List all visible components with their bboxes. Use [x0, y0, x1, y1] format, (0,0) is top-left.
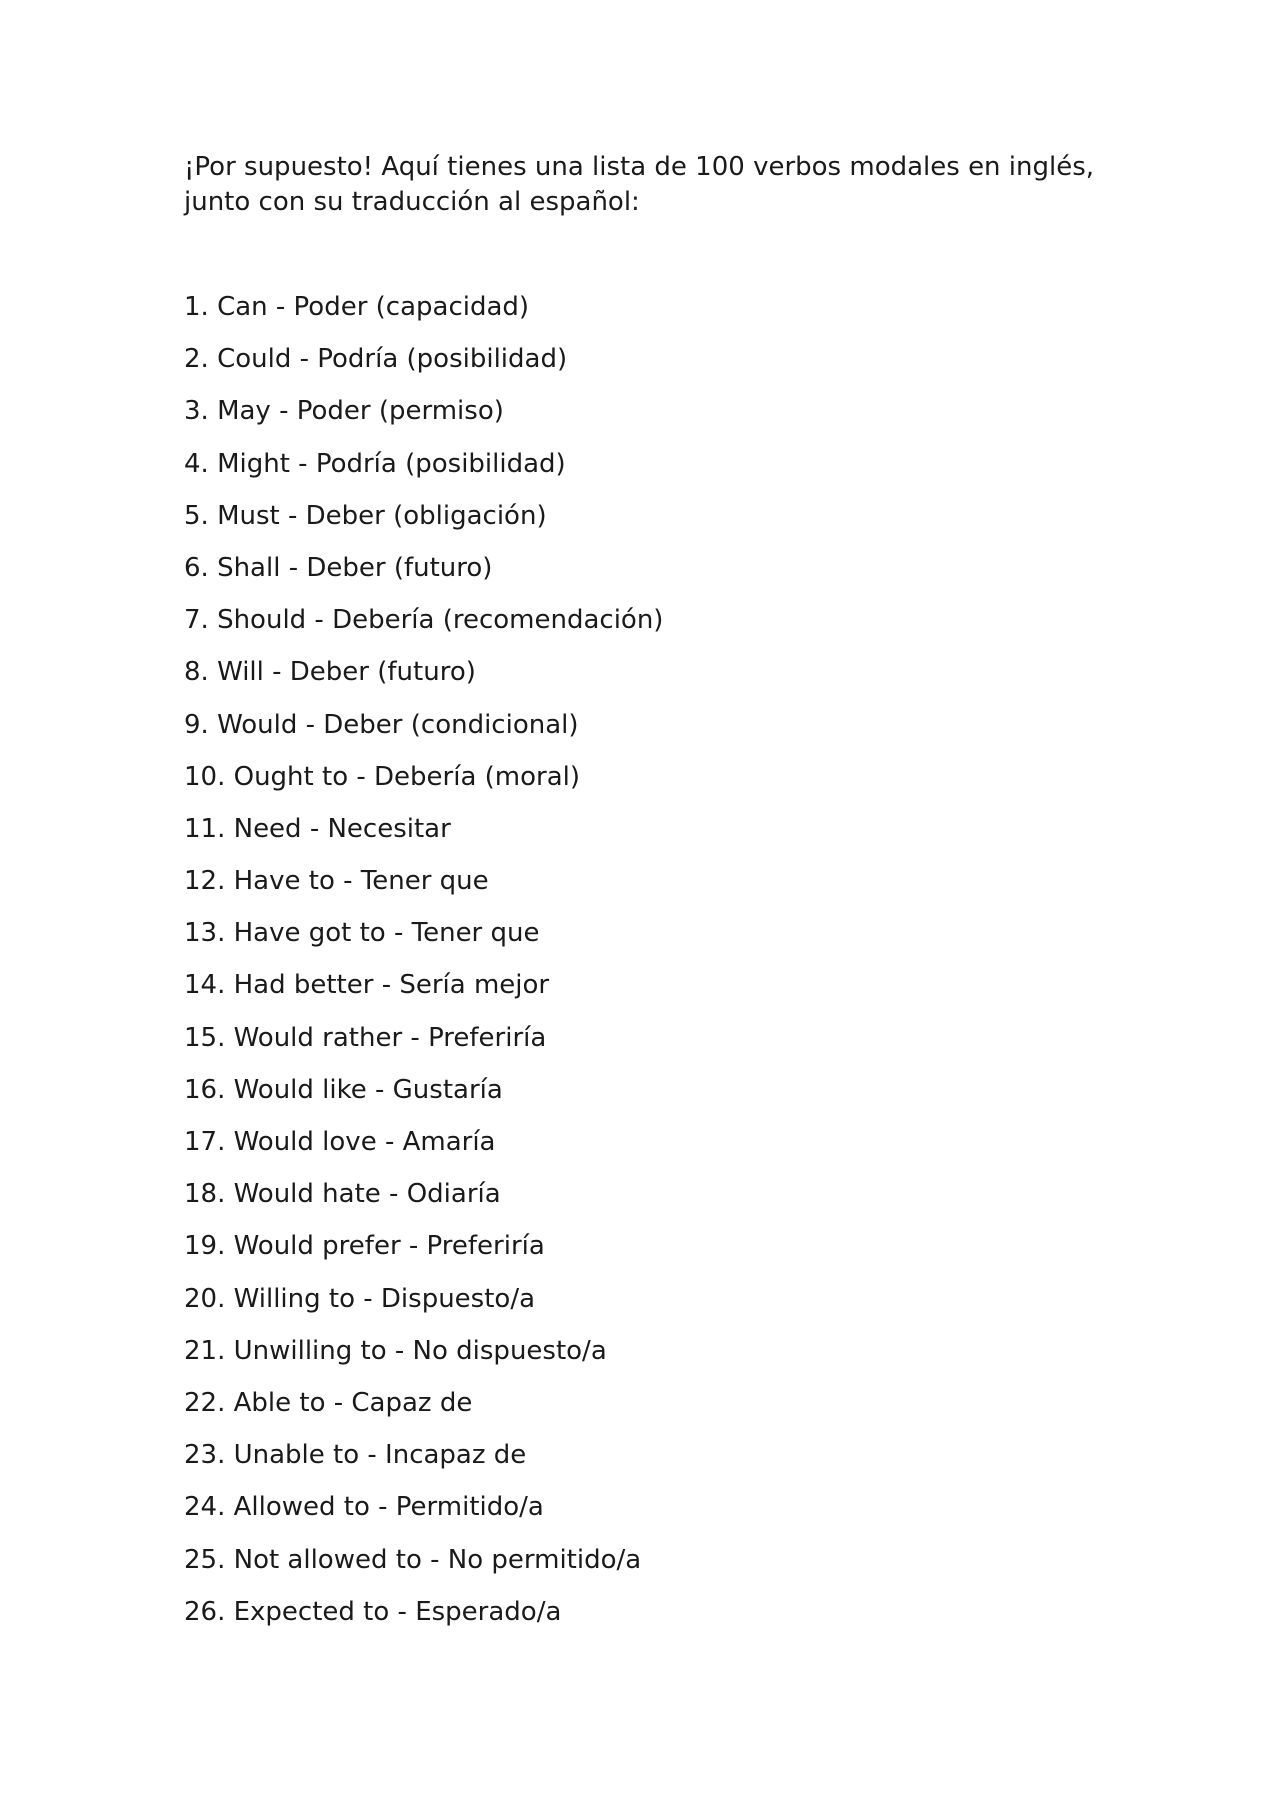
intro-paragraph: ¡Por supuesto! Aquí tienes una lista de 100 verbos modales en inglés, junto con su traducción al español: [184, 152, 1095, 217]
list-item: 26. Expected to - Esperado/a [184, 1596, 562, 1627]
list-item: 20. Willing to - Dispuesto/a [184, 1283, 536, 1314]
list-item: 15. Would rather - Preferiría [184, 1022, 547, 1053]
list-item: 2. Could - Podría (posibilidad) [184, 344, 568, 375]
list-item: 3. May - Poder (permiso) [184, 396, 504, 427]
list-item: 24. Allowed to - Permitido/a [184, 1492, 544, 1523]
list-item: 22. Able to - Capaz de [184, 1387, 473, 1418]
modal-verb-list [184, 290, 663, 1647]
list-item: 12. Have to - Tener que [184, 866, 489, 897]
list-item: 9. Would - Deber (condicional) [184, 709, 579, 740]
list-item: 13. Have got to - Tener que [184, 918, 540, 949]
list-item: 4. Might - Podría (posibilidad) [184, 448, 566, 479]
list-item: 1. Can - Poder (capacidad) [184, 292, 530, 322]
list-item: 11. Need - Necesitar [184, 813, 451, 844]
list-item: 6. Shall - Deber (futuro) [184, 552, 493, 583]
list-item: 10. Ought to - Debería (moral) [184, 761, 581, 792]
list-item: 17. Would love - Amaría [184, 1127, 496, 1157]
list-item: 16. Would like - Gustaría [184, 1074, 503, 1105]
list-item: 14. Had better - Sería mejor [184, 970, 550, 1001]
list-item: 23. Unable to - Incapaz de [184, 1440, 527, 1471]
list-item: 18. Would hate - Odiaría [184, 1179, 501, 1210]
list-item: 7. Should - Debería (recomendación) [184, 605, 664, 636]
list-item: 8. Will - Deber (futuro) [184, 657, 476, 688]
list-item: 25. Not allowed to - No permitido/a [184, 1544, 642, 1575]
list-item: 5. Must - Deber (obligación) [184, 500, 547, 531]
list-item: 21. Unwilling to - No dispuesto/a [184, 1335, 607, 1366]
list-item: 19. Would prefer - Preferiría [184, 1231, 545, 1262]
